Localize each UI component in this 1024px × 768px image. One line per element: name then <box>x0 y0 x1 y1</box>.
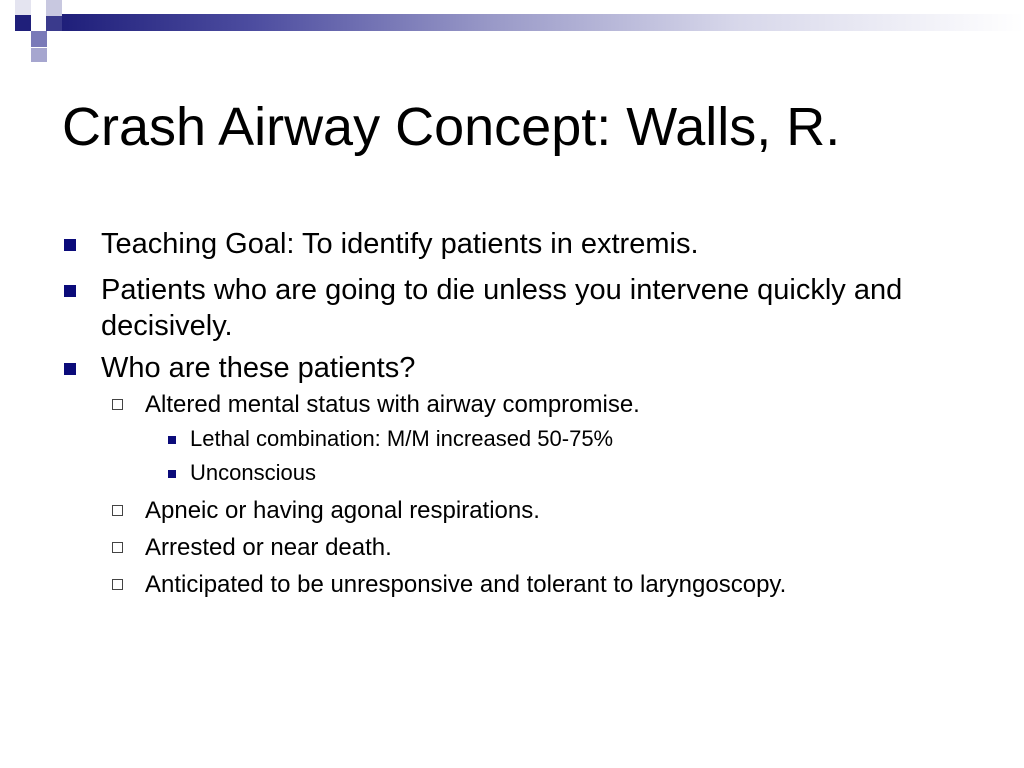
sub-sub-bullet-text: Unconscious <box>190 460 316 485</box>
sub-bullet-item <box>62 533 962 563</box>
deco-square <box>46 0 62 16</box>
hollow-square-bullet-icon <box>112 399 123 410</box>
sub-bullet-text: Altered mental status with airway compromise. <box>145 391 640 418</box>
hollow-square-bullet-icon <box>112 579 123 590</box>
sub-bullet-text: Arrested or near death. <box>145 534 392 561</box>
sub-sub-bullet-item <box>62 459 962 487</box>
bullet-text: Patients who are going to die unless you intervene quickly and decisively. <box>101 274 903 342</box>
bullet-item <box>62 226 962 262</box>
sub-bullet-item <box>62 496 962 526</box>
sub-bullet-text: Apneic or having agonal respirations. <box>145 497 540 524</box>
bullet-text: Who are these patients? <box>101 352 416 384</box>
sub-bullet-item <box>62 570 962 600</box>
deco-square <box>31 31 47 47</box>
header-decoration <box>0 0 1024 64</box>
sub-bullet-item <box>62 390 962 420</box>
header-gradient-bar <box>62 14 1024 31</box>
filled-square-bullet-icon <box>64 239 76 251</box>
filled-square-bullet-icon <box>64 285 76 297</box>
slide-title: Crash Airway Concept: Walls, R. <box>62 97 841 157</box>
small-filled-square-bullet-icon <box>168 470 176 478</box>
deco-square <box>31 48 47 62</box>
deco-square <box>46 16 62 31</box>
sub-sub-bullet-item <box>62 425 962 453</box>
hollow-square-bullet-icon <box>112 505 123 516</box>
sub-sub-bullet-text: Lethal combination: M/M increased 50-75% <box>190 426 614 451</box>
bullet-item <box>62 350 962 386</box>
hollow-square-bullet-icon <box>112 542 123 553</box>
bullet-list <box>62 226 962 607</box>
bullet-item <box>62 272 962 344</box>
bullet-text: Teaching Goal: To identify patients in extremis. <box>101 228 699 260</box>
deco-square <box>15 15 31 31</box>
deco-square <box>15 0 31 15</box>
small-filled-square-bullet-icon <box>168 436 176 444</box>
sub-bullet-text: Anticipated to be unresponsive and tolerant to laryngoscopy. <box>145 571 787 598</box>
filled-square-bullet-icon <box>64 363 76 375</box>
